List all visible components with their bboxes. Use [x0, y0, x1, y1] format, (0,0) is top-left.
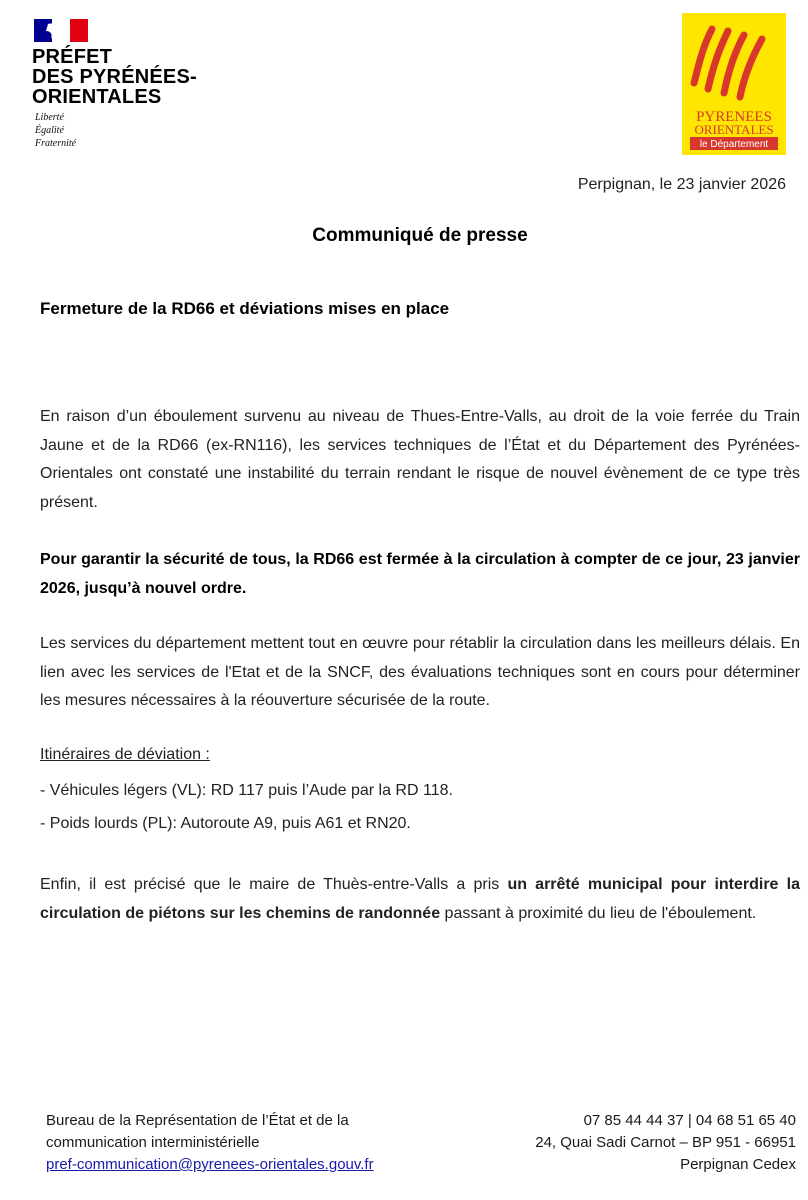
motto-line: Égalité: [35, 125, 64, 136]
prefet-line: DES PYRÉNÉES-: [32, 66, 197, 88]
footer-phones: 07 85 44 44 37 | 04 68 51 65 40: [583, 1112, 796, 1129]
paragraph-works: Les services du département mettent tout en œuvre pour rétablir la circulation dans les meilleurs délais. En lien avec les services de l'Etat et de la SNCF, des évaluations techniques sont en cours pour déterminer les mesures nécessaires à la réouverture sécurisée de la route.: [40, 635, 800, 709]
footer-address: 24, Quai Sadi Carnot – BP 951 - 66951: [535, 1134, 796, 1151]
logo-line2: ORIENTALES: [694, 122, 774, 137]
page-title: Communiqué de presse: [312, 225, 528, 246]
footer-office-line: communication interministérielle: [46, 1134, 260, 1151]
republic-motto: [35, 111, 76, 150]
detour-item-vl: - Véhicules légers (VL): RD 117 puis l’Aude par la RD 118.: [40, 782, 453, 799]
motto-line: Liberté: [35, 112, 64, 123]
prefet-title: [32, 47, 197, 107]
paragraph-incident: En raison d’un éboulement survenu au niveau de Thues-Entre-Valls, au droit de la voie ferrée du Train Jaune et de la RD66 (ex-RN116), les services techniques de l’État et du Département des Pyrénées-Orientales ont constaté une instabilité du terrain rendant le risque de nouvel évènement de ce type très présent.: [40, 408, 800, 511]
footer-contact-details: [535, 1110, 796, 1176]
footer-contact-office: [46, 1110, 374, 1176]
detours-heading: Itinéraires de déviation :: [40, 746, 210, 763]
footer-city: Perpignan Cedex: [680, 1156, 796, 1173]
detour-item-pl: - Poids lourds (PL): Autoroute A9, puis A61 et RN20.: [40, 815, 411, 832]
date-line: Perpignan, le 23 janvier 2026: [577, 176, 786, 193]
prefet-line: ORIENTALES: [32, 86, 162, 108]
departement-logo: [682, 13, 786, 155]
prefet-line: PRÉFET: [32, 46, 113, 68]
p4-text-end: passant à proximité du lieu de l'éboulement.: [440, 904, 757, 922]
paragraph-closure: Pour garantir la sécurité de tous, la RD66 est fermée à la circulation à compter de ce jour, 23 janvier 2026, jusqu’à nouvel ordre.: [40, 551, 800, 597]
press-subtitle: Fermeture de la RD66 et déviations mises en place: [40, 299, 450, 318]
footer-office-line: Bureau de la Représentation de l’État et de la: [46, 1112, 349, 1129]
p4-text-bold: un arrêté municipal pour interdire la circulation de piétons sur les chemins de randonnée: [40, 876, 800, 922]
logo-line3: le Département: [699, 139, 769, 150]
p4-text-start: Enfin, il est précisé que le maire de Thuès-entre-Valls a pris: [40, 876, 508, 893]
motto-line: Fraternité: [35, 138, 77, 149]
paragraph-hiking-ban: [40, 871, 800, 928]
logo-line1: PYRENEES: [696, 109, 772, 125]
marianne-flag-icon: [34, 19, 88, 42]
footer-email-link[interactable]: pref-communication@pyrenees-orientales.gouv.fr: [46, 1156, 374, 1173]
